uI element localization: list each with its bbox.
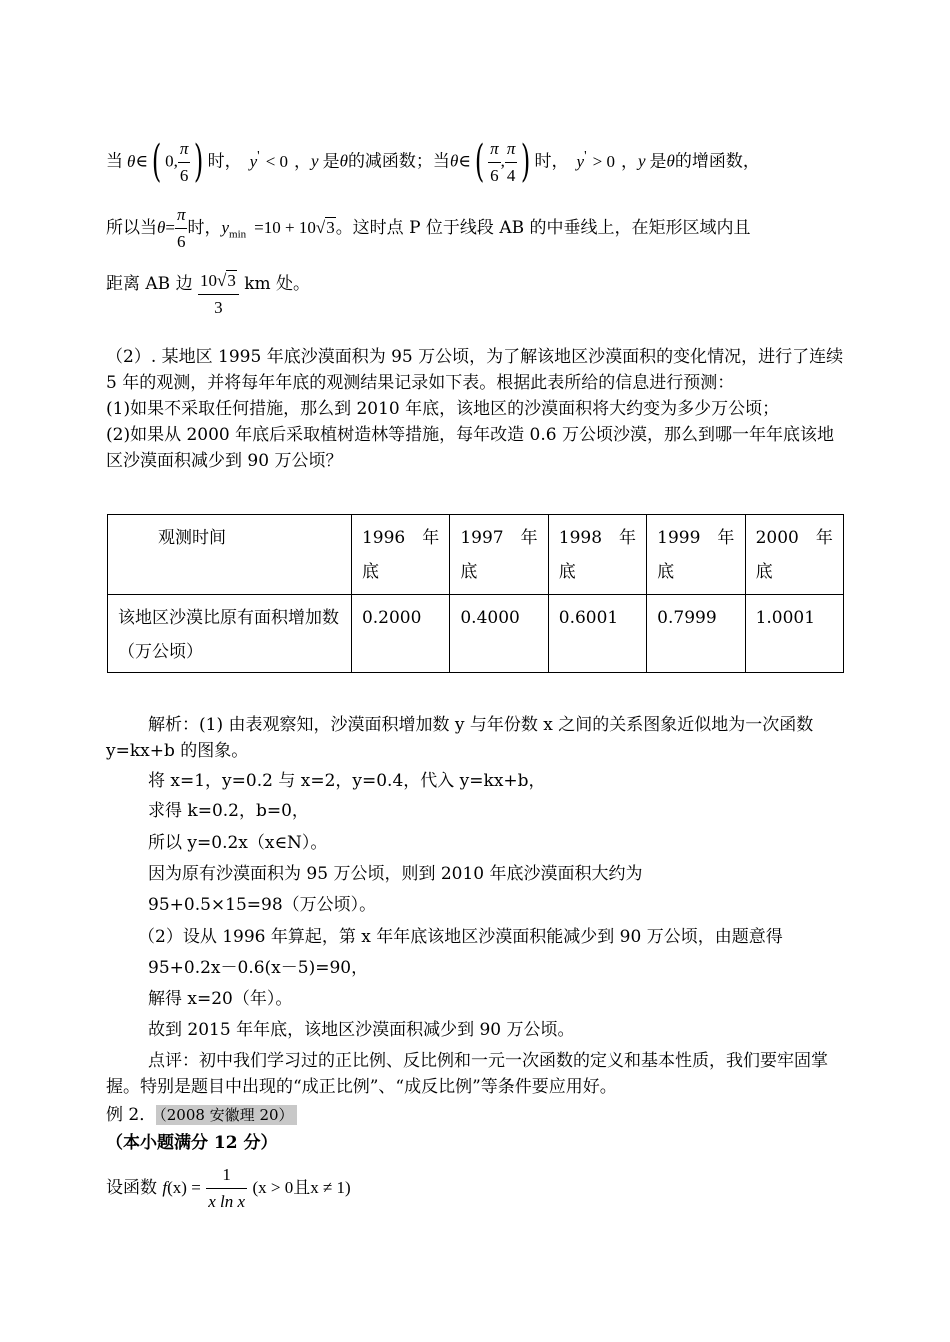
ymin-value: =10 + 10 — [254, 218, 316, 237]
solution-4: 所以 y=0.2x（x∈N）。 — [148, 833, 328, 853]
solution-2: 将 x=1，y=0.2 与 x=2，y=0.4，代入 y=kx+b， — [148, 771, 546, 791]
example-source: （2008 安徽理 20） — [156, 1105, 296, 1125]
example-score: （本小题满分 12 分） — [106, 1133, 278, 1153]
table-header-label: 观测时间 — [108, 515, 352, 595]
table-value: 1.0001 — [745, 595, 843, 673]
table-row-label: 该地区沙漠比原有面积增加数（万公顷） — [108, 595, 352, 673]
right-paren: ) — [194, 136, 204, 188]
problem2-q2: (2)如果从 2000 年底后采取植树造林等措施，每年改造 0.6 万公顷沙漠，那么到哪一年年底该地区沙漠面积减少到 90 万公顷？ — [106, 425, 834, 471]
fraction-pi-6b: $\frac{\pi}{6}$ — [488, 136, 501, 189]
table-value: 0.6001 — [548, 595, 646, 673]
ymin: y — [221, 218, 230, 237]
fraction-pi-6c: $\frac{\pi}{6}$ — [175, 202, 188, 255]
sqrt-symbol: √ — [315, 218, 326, 237]
solution-10: 故到 2015 年年底，该地区沙漠面积减少到 90 万公顷。 — [148, 1020, 575, 1040]
example-header — [106, 1102, 297, 1128]
solution-6: 95+0.5×15=98（万公顷）。 — [148, 895, 377, 915]
f-symbol: f — [162, 1178, 168, 1197]
fraction-pi-4: $\frac{\pi}{4}$ — [505, 136, 518, 189]
solution-1: 解析：(1) 由表观察知，沙漠面积增加数 y 与年份数 x 之间的关系图象近似地为一次函数 y=kx+b 的图象。 — [106, 715, 814, 761]
problem2-intro: （2）. 某地区 1995 年底沙漠面积为 95 万公顷，为了解该地区沙漠面积的变化情况，进行了连续 5 年的观测，并将每年年底的观测结果记录如下表。根据此表所给的信息进行预测： — [106, 347, 844, 393]
in-symbol: ∈ — [135, 151, 148, 171]
lt-zero: < 0 — [265, 151, 289, 171]
text-decreasing: 的减函数；当 — [347, 151, 450, 172]
y-prime: y — [249, 151, 258, 171]
table-value: 0.2000 — [351, 595, 449, 673]
left-paren: ( — [151, 136, 162, 188]
table-year: 2000 年底 — [745, 515, 843, 595]
solution-comment: 点评：初中我们学习过的正比例、反比例和一元一次函数的定义和基本性质，我们要牢固掌握。特别是题目中出现的“成正比例”、“成反比例”等条件要应用好。 — [106, 1051, 828, 1097]
table-year: 1999 年底 — [647, 515, 745, 595]
text-increasing: 的增函数， — [674, 151, 760, 172]
fraction-1-xlnx: $\frac{1}{\text{x ln x}}$ — [206, 1162, 247, 1215]
line-distance: 距离 AB 边 $\frac{10√3}{3}$ km 处。 — [106, 268, 310, 328]
table-year: 1996 年底 — [351, 515, 449, 595]
table-value: 0.4000 — [450, 595, 548, 673]
text-shi: 时， — [207, 151, 242, 172]
table-value: 0.7999 — [647, 595, 745, 673]
gt-zero: > 0 — [592, 151, 615, 171]
solution-5: 因为原有沙漠面积为 95 万公顷，则到 2010 年底沙漠面积大约为 — [148, 864, 643, 884]
theta-symbol: θ — [127, 151, 136, 171]
example-condition: (x > 0且x ≠ 1) — [252, 1178, 351, 1197]
table-row — [108, 595, 844, 673]
table-year: 1998 年底 — [548, 515, 646, 595]
table-row — [108, 515, 844, 595]
problem2-q1: (1)如果不采取任何措施，那么到 2010 年底，该地区的沙漠面积将大约变为多少万公顷； — [106, 399, 780, 419]
solution-8: 95+0.2x－0.6(x－5)=90， — [148, 958, 369, 978]
solution-9: 解得 x=20（年）。 — [148, 989, 293, 1009]
observation-table — [107, 514, 844, 673]
text-rest1: 。这时点 P 位于线段 AB 的中垂线上，在矩形区域内且 — [335, 218, 751, 238]
solution-3: 求得 k=0.2，b=0， — [148, 801, 309, 821]
fraction-pi-6: $\frac{\pi}{6}$ — [178, 136, 191, 189]
fraction-10sqrt3-3: $\frac{10√3}{3}$ — [198, 268, 239, 321]
text-dang: 当 — [106, 151, 123, 172]
example-label: 例 2． — [106, 1105, 157, 1125]
solution-7: （2）设从 1996 年算起，第 x 年年底该地区沙漠面积能减少到 90 万公顷，由题意得 — [138, 927, 783, 947]
example-function: 设函数 f(x) = $\frac{1}{\text{x ln x}}$ (x > 0且x ≠ 1) — [106, 1160, 351, 1216]
zero-comma: 0, — [165, 151, 178, 171]
table-year: 1997 年底 — [450, 515, 548, 595]
line-monotonic: 当 θ∈( 0, $\frac{\pi}{6}$ ) 时， y' < 0 ，y 是θ的减函数；当θ∈( $\frac{\pi}{6}$ , $\frac{\pi}{4}$ ) 时， y' > 0 ，y 是θ的增函数， — [106, 136, 760, 188]
line-ymin: 所以当θ= $\frac{\pi}{6}$ 时，$y_{min} =10 + 10√3$。这时点 P 位于线段 AB 的中垂线上，在矩形区域内且 — [106, 200, 751, 256]
y-symbol: y — [311, 151, 319, 171]
